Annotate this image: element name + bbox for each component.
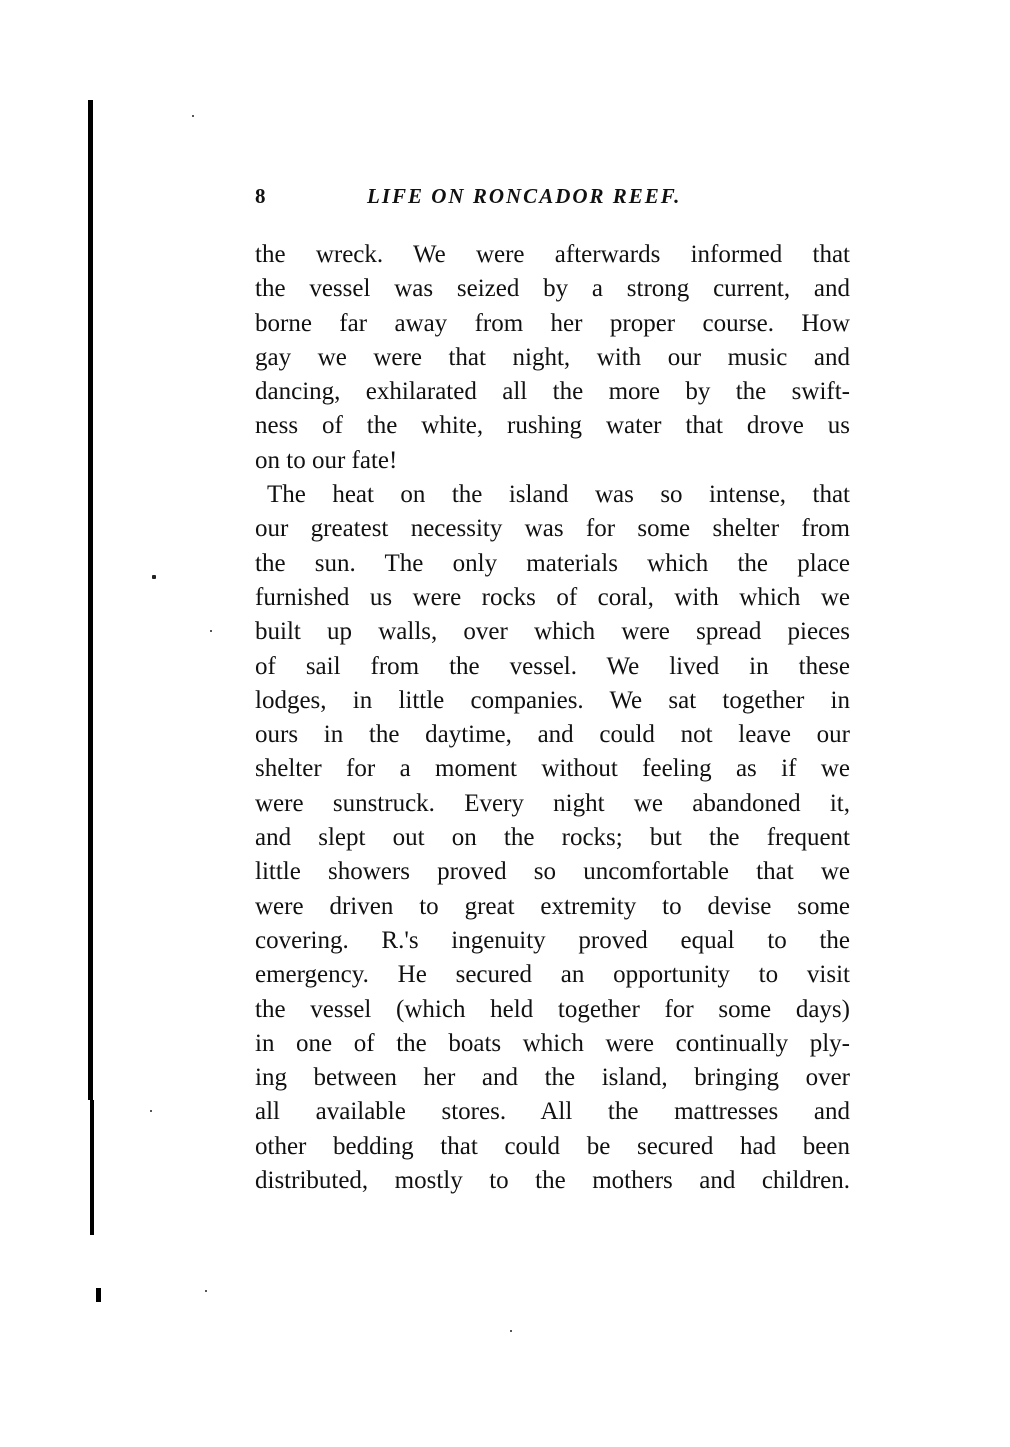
- text-line: in one of the boats which were continually ply-: [255, 1029, 850, 1057]
- text-line: gay we were that night, with our music and: [255, 343, 850, 371]
- scan-speck: [192, 115, 194, 117]
- text-line: emergency. He secured an opportunity to visit: [255, 961, 850, 989]
- running-title: LIFE ON RONCADOR REEF.: [367, 184, 682, 208]
- scan-speck: [150, 1110, 152, 1112]
- text-line: the vessel (which held together for some days): [255, 995, 850, 1023]
- text-line: other bedding that could be secured had been: [255, 1132, 850, 1160]
- text-line: ness of the white, rushing water that drove us: [255, 412, 850, 440]
- text-line: the vessel was seized by a strong current, and: [255, 275, 850, 303]
- text-line: were driven to great extremity to devise some: [255, 892, 850, 920]
- page-header: [255, 184, 850, 214]
- body-text: [255, 238, 850, 1198]
- text-line: of sail from the vessel. We lived in these: [255, 652, 850, 680]
- text-line: furnished us were rocks of coral, with which we: [255, 583, 850, 611]
- text-line: covering. R.'s ingenuity proved equal to the: [255, 926, 850, 954]
- text-line: borne far away from her proper course. How: [255, 309, 850, 337]
- text-line: little showers proved so uncomfortable that we: [255, 858, 850, 886]
- text-line: our greatest necessity was for some shelter from: [255, 515, 850, 543]
- scan-margin-bar: [88, 100, 93, 1100]
- text-line: the sun. The only materials which the place: [255, 549, 850, 577]
- scan-speck: [205, 1290, 207, 1292]
- text-line: distributed, mostly to the mothers and children.: [255, 1167, 850, 1195]
- text-line: lodges, in little companies. We sat together in: [255, 686, 850, 714]
- text-line: dancing, exhilarated all the more by the swift-: [255, 378, 850, 406]
- page-number: 8: [255, 184, 266, 208]
- text-line: the wreck. We were afterwards informed that: [255, 241, 850, 268]
- text-line: shelter for a moment without feeling as if we: [255, 755, 850, 783]
- scan-mark: [96, 1288, 101, 1302]
- scan-speck: [510, 1330, 512, 1332]
- text-line: and slept out on the rocks; but the frequent: [255, 824, 850, 852]
- text-line: on to our fate!: [255, 446, 398, 474]
- scan-speck: [210, 630, 212, 632]
- text-line: all available stores. All the mattresses and: [255, 1098, 850, 1126]
- text-line: The heat on the island was so intense, that: [267, 481, 850, 509]
- text-line: were sunstruck. Every night we abandoned it,: [255, 789, 850, 817]
- text-line: built up walls, over which were spread pieces: [255, 618, 850, 646]
- text-line: ours in the daytime, and could not leave our: [255, 721, 850, 749]
- scan-margin-bar-lower: [90, 1100, 94, 1235]
- scan-speck: [152, 575, 156, 579]
- text-line: ing between her and the island, bringing over: [255, 1064, 850, 1092]
